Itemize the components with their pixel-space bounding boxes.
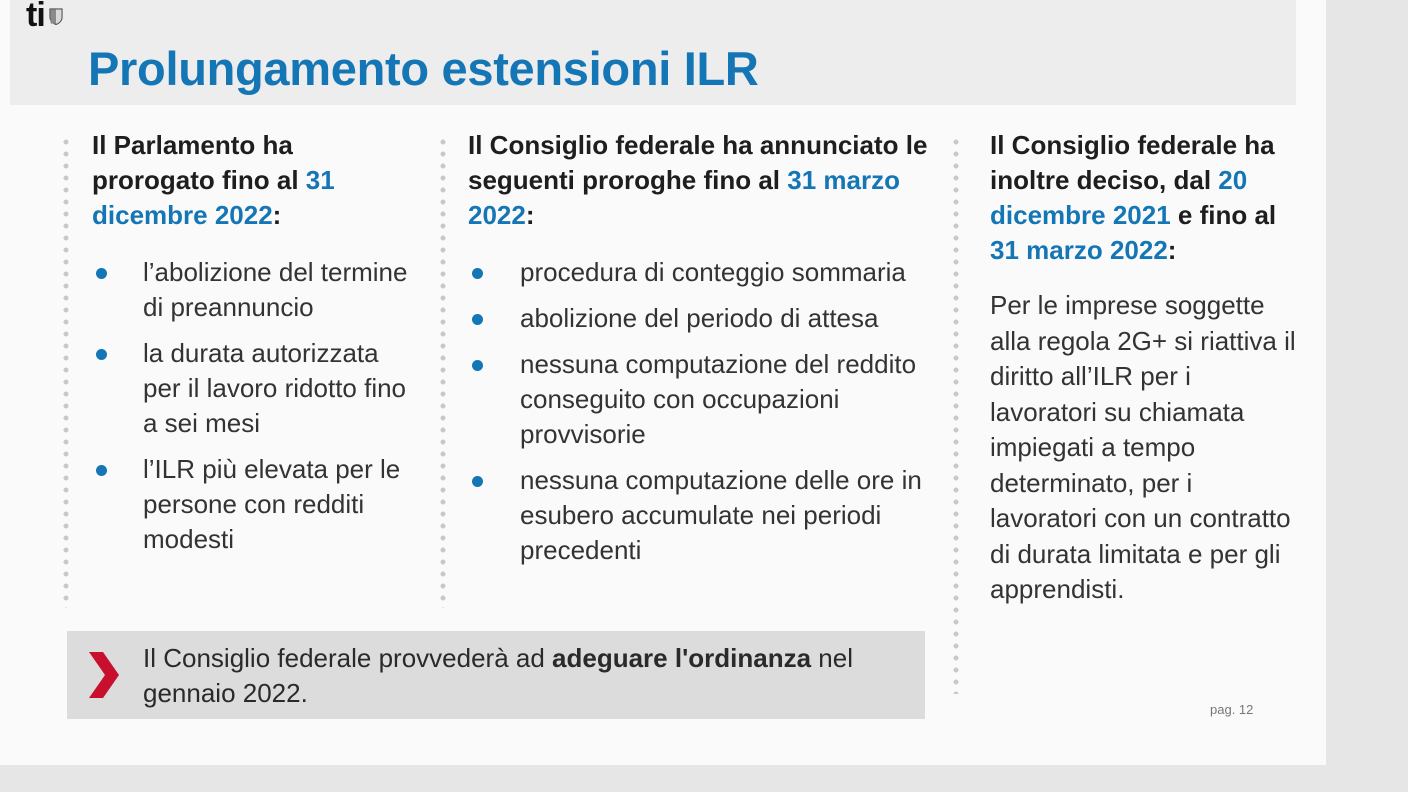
heading-text: Il Consiglio federale ha inoltre deciso, dal	[990, 130, 1275, 195]
list-item	[92, 255, 422, 325]
column-divider	[440, 136, 446, 608]
heading-text: :	[272, 200, 282, 230]
column-federal-council-extensions	[468, 128, 938, 568]
heading-date: 31 marzo 2022	[990, 235, 1168, 265]
column-divider	[63, 136, 69, 608]
logo	[26, 0, 63, 34]
list-item	[92, 336, 422, 441]
heading-text: Il Consiglio federale ha annunciato le seguenti proroghe fino al	[468, 130, 928, 195]
list-item-text: nessuna computazione delle ore in esubero accumulate nei periodi precedenti	[520, 465, 922, 565]
heading-date: 31 dicembre 2022	[92, 165, 335, 230]
heading-date: 31 marzo 2022	[468, 165, 900, 230]
column-divider	[953, 136, 959, 694]
column-paragraph: Per le imprese soggette alla regola 2G+ si riattiva il diritto all’ILR per i lavoratori su chiamata impiegati a tempo determinato, per i lavoratori con un contratto di durata limitata e per gli apprendisti.	[990, 290, 1296, 604]
callout-text-bold: adeguare l'ordinanza	[552, 643, 812, 673]
list-item-text: nessuna computazione del reddito conseguito con occupazioni provvisorie	[520, 349, 917, 449]
callout-text	[143, 641, 903, 711]
bullet-icon	[96, 465, 107, 476]
heading-text: Il Parlamento ha prorogato fino al	[92, 130, 306, 195]
column-federal-council-2g	[990, 128, 1300, 634]
column-heading	[92, 128, 422, 233]
bullet-list	[92, 255, 422, 557]
page-number: pag. 12	[1210, 702, 1254, 717]
chevron-right-icon	[87, 650, 121, 700]
list-item-text: la durata autorizzata per il lavoro ridotto fino a sei mesi	[143, 338, 407, 438]
heading-date: 20 dicembre 2021	[990, 165, 1248, 230]
bullet-icon	[96, 268, 107, 279]
callout-text-part: nel gennaio 2022.	[143, 643, 853, 708]
column-parliament	[92, 128, 422, 557]
callout-text-part: Il Consiglio federale provvederà ad	[143, 643, 553, 673]
slide-title: Prolungamento estensioni ILR	[88, 42, 759, 95]
bullet-icon	[472, 360, 483, 371]
list-item-text: l’ILR più elevata per le persone con redditi modesti	[143, 454, 401, 554]
heading-text: :	[1167, 235, 1177, 265]
bullet-icon	[96, 349, 107, 360]
list-item-text: abolizione del periodo di attesa	[520, 303, 879, 333]
column-heading	[990, 128, 1300, 268]
list-item	[468, 301, 938, 336]
bullet-list	[468, 255, 938, 568]
bullet-icon	[472, 314, 483, 325]
bullet-icon	[472, 268, 483, 279]
heading-text: e fino al	[1170, 200, 1277, 230]
logo-text: ti	[26, 0, 45, 34]
list-item	[468, 255, 938, 290]
list-item-text: procedura di conteggio sommaria	[520, 257, 906, 287]
callout-box	[67, 631, 925, 719]
list-item	[92, 452, 422, 557]
list-item-text: l’abolizione del termine di preannuncio	[143, 257, 408, 322]
column-heading	[468, 128, 938, 233]
heading-text: :	[525, 200, 535, 230]
canton-ticino-shield-icon	[49, 8, 63, 25]
list-item	[468, 347, 938, 452]
bullet-icon	[472, 476, 483, 487]
list-item	[468, 463, 938, 568]
